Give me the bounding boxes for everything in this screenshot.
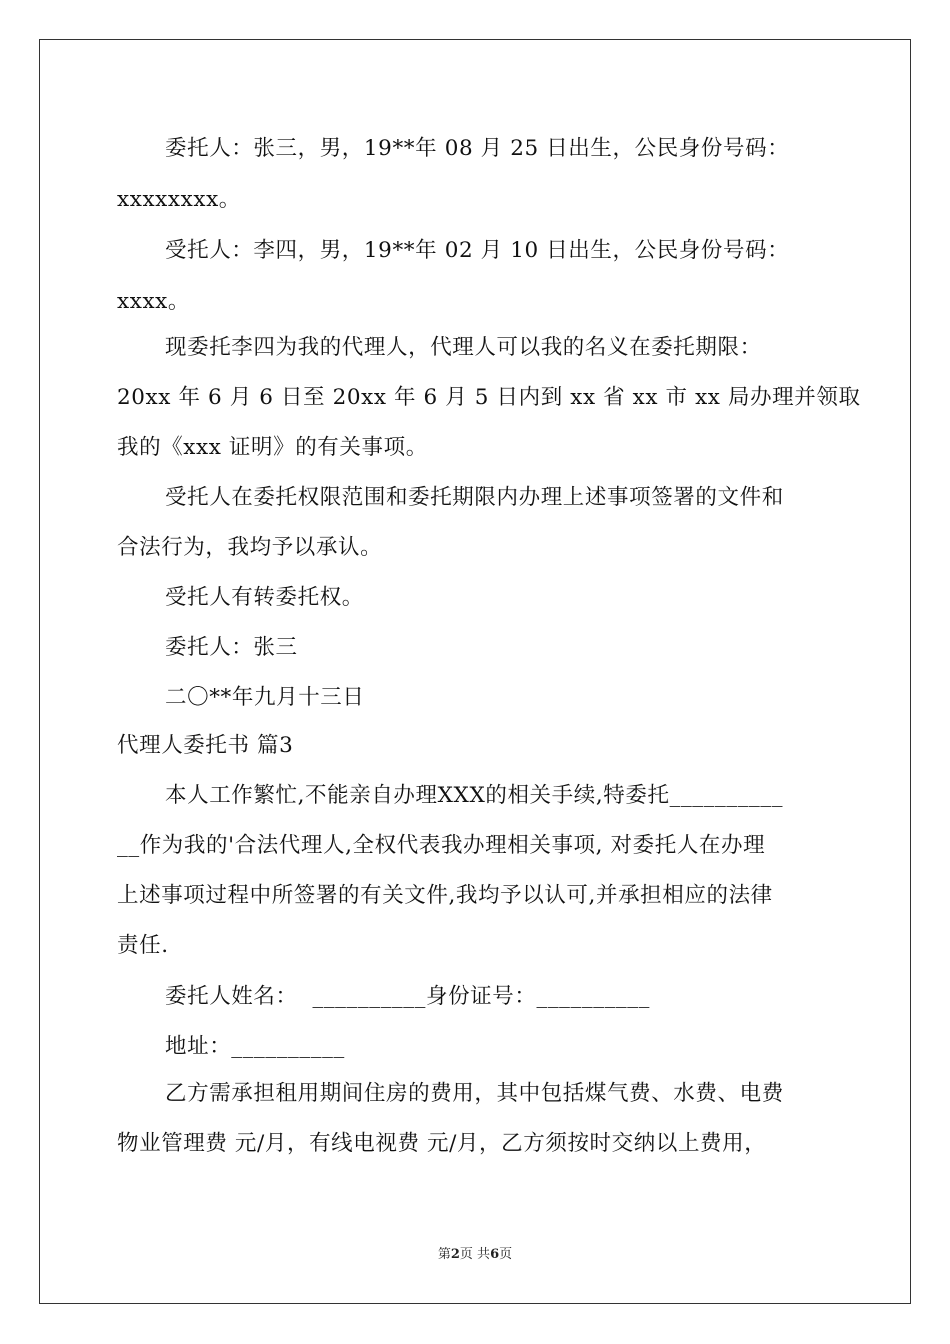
text-line: 合法行为，我均予以承认。 <box>117 535 383 560</box>
text-line: 乙方需承担租用期间住房的费用，其中包括煤气费、水费、电费 <box>165 1081 784 1106</box>
text-line: __作为我的'合法代理人,全权代表我办理相关事项, 对委托人在办理 <box>117 833 766 858</box>
text-line: 我的《xxx 证明》的有关事项。 <box>117 435 428 460</box>
footer-mid: 页 共 <box>459 1247 491 1262</box>
text-line: 委托人：张三 <box>165 635 298 660</box>
text-line: 责任. <box>117 933 169 958</box>
text-line: 受托人：李四，男，19**年 02 月 10 日出生，公民身份号码： <box>165 238 790 263</box>
page-border <box>39 39 911 1304</box>
text-line: 委托人：张三，男，19**年 08 月 25 日出生，公民身份号码： <box>165 136 790 161</box>
text-line: 受托人在委托权限范围和委托期限内办理上述事项签署的文件和 <box>165 485 784 510</box>
total-page-count: 6 <box>490 1247 500 1262</box>
text-line: 委托人姓名： __________身份证号：__________ <box>165 984 650 1009</box>
text-line: xxxx。 <box>117 289 191 314</box>
text-line: xxxxxxxx。 <box>117 187 241 212</box>
text-line: 二〇**年九月十三日 <box>165 685 365 710</box>
text-line: 地址：__________ <box>165 1034 345 1059</box>
text-line: 20xx 年 6 月 6 日至 20xx 年 6 月 5 日内到 xx 省 xx 市 xx 局办理并领取 <box>117 385 861 410</box>
current-page-number: 2 <box>450 1247 460 1262</box>
section-heading: 代理人委托书 篇3 <box>117 733 294 758</box>
text-line: 现委托李四为我的代理人，代理人可以我的名义在委托期限： <box>165 335 762 360</box>
text-line: 上述事项过程中所签署的有关文件,我均予以认可,并承担相应的法律 <box>117 883 773 908</box>
footer-prefix: 第 <box>437 1247 451 1262</box>
footer-suffix: 页 <box>499 1247 513 1262</box>
text-line: 本人工作繁忙,不能亲自办理XXX的相关手续,特委托__________ <box>165 783 784 808</box>
text-line: 受托人有转委托权。 <box>165 585 364 610</box>
page-footer <box>0 1243 950 1262</box>
text-line: 物业管理费 元/月，有线电视费 元/月，乙方须按时交纳以上费用， <box>117 1131 767 1156</box>
